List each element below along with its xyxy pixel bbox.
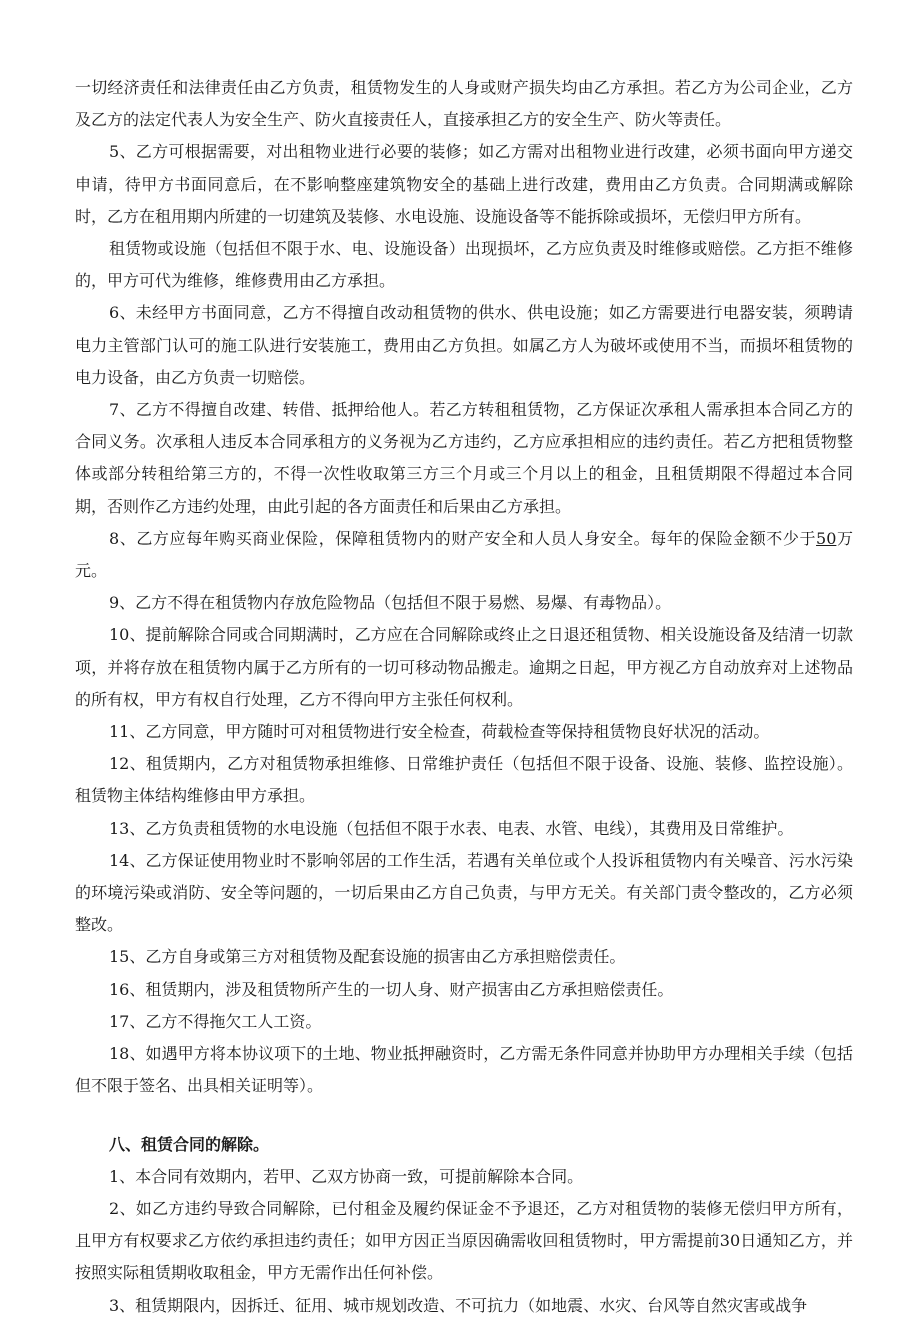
clause-10: 10、提前解除合同或合同期满时，乙方应在合同解除或终止之日退还租赁物、相关设施设备及结清一切款项，并将存放在租赁物内属于乙方所有的一切可移动物品搬走。逾期之日起，甲方视乙方自动放弃对上述物品的所有权，甲方有权自行处理，乙方不得向甲方主张任何权利。 [75,625,853,709]
document-page [75,72,853,1322]
insurance-amount: 50 [816,528,837,548]
clause-16: 16、租赁期内，涉及租赁物所产生的一切人身、财产损害由乙方承担赔偿责任。 [109,979,674,999]
clause-14: 14、乙方保证使用物业时不影响邻居的工作生活，若遇有关单位或个人投诉租赁物内有关噪音、污水污染的环境污染或消防、安全等问题的，一切后果由乙方自己负责，与甲方无关。有关部门责令整改的，乙方必须整改。 [75,850,853,935]
clause-8 [75,523,853,587]
termination-clause-2: 2、如乙方违约导致合同解除，已付租金及履约保证金不予退还，乙方对租赁物的装修无偿归甲方所有，且甲方有权要求乙方依约承担违约责任；如甲方因正当原因确需收回租赁物时，甲方需提前30日通知乙方，并按照实际租赁期收取租金，甲方无需作出任何补偿。 [75,1198,853,1283]
clause-9: 9、乙方不得在租赁物内存放危险物品（包括但不限于易燃、易爆、有毒物品）。 [109,593,672,613]
clause-5-repair: 租赁物或设施（包括但不限于水、电、设施设备）出现损坏，乙方应负责及时维修或赔偿。乙方拒不维修的，甲方可代为维修，维修费用由乙方承担。 [75,239,853,291]
clause-6: 6、未经甲方书面同意，乙方不得擅自改动租赁物的供水、供电设施；如乙方需要进行电器安装，须聘请电力主管部门认可的施工队进行安装施工，费用由乙方负担。如属乙方人为破坏或使用不当，而损坏租赁物的电力设备，由乙方负责一切赔偿。 [75,303,853,387]
clause-12: 12、租赁期内，乙方对租赁物承担维修、日常维护责任（包括但不限于设备、设施、装修、监控设施）。租赁物主体结构维修由甲方承担。 [75,754,853,806]
section-8-heading: 八、租赁合同的解除。 [109,1134,270,1154]
clause-8-unit: 万元。 [75,528,853,581]
clause-18: 18、如遇甲方将本协议项下的土地、物业抵押融资时，乙方需无条件同意并协助甲方办理相关手续（包括但不限于签名、出具相关证明等）。 [75,1044,853,1096]
clause-17: 17、乙方不得拖欠工人工资。 [109,1011,322,1031]
clause-11: 11、乙方同意，甲方随时可对租赁物进行安全检查，荷载检查等保持租赁物良好状况的活动。 [109,722,770,742]
clause-7: 7、乙方不得擅自改建、转借、抵押给他人。若乙方转租租赁物，乙方保证次承租人需承担本合同乙方的合同义务。次承租人违反本合同承租方的义务视为乙方违约，乙方应承担相应的违约责任。若乙方把租赁物整体或部分转租给第三方的，不得一次性收取第三方三个月或三个月以上的租金，且租赁期限不得超过本合同期，否则作乙方违约处理，由此引起的各方面责任和后果由乙方承担。 [75,400,853,516]
termination-clause-3: 3、租赁期限内，因拆迁、征用、城市规划改造、不可抗力（如地震、水灾、台风等自然灾害或战争 [109,1295,808,1315]
section-spacer [75,1103,853,1129]
paragraph-continued: 一切经济责任和法律责任由乙方负责，租赁物发生的人身或财产损失均由乙方承担。若乙方为公司企业，乙方及乙方的法定代表人为安全生产、防火直接责任人，直接承担乙方的安全生产、防火等责任。 [75,78,853,130]
clause-8-text: 8、乙方应每年购买商业保险，保障租赁物内的财产安全和人员人身安全。每年的保险金额不少于 [109,528,817,548]
clause-5: 5、乙方可根据需要，对出租物业进行必要的装修；如乙方需对出租物业进行改建，必须书面向甲方递交申请，待甲方书面同意后，在不影响整座建筑物安全的基础上进行改建，费用由乙方负责。合同期满或解除时，乙方在租用期内所建的一切建筑及装修、水电设施、设施设备等不能拆除或损坏，无偿归甲方所有。 [75,142,853,226]
clause-13: 13、乙方负责租赁物的水电设施（包括但不限于水表、电表、水管、电线），其费用及日常维护。 [109,818,794,838]
termination-clause-1: 1、本合同有效期内，若甲、乙双方协商一致，可提前解除本合同。 [109,1166,584,1186]
clause-15: 15、乙方自身或第三方对租赁物及配套设施的损害由乙方承担赔偿责任。 [109,947,626,967]
